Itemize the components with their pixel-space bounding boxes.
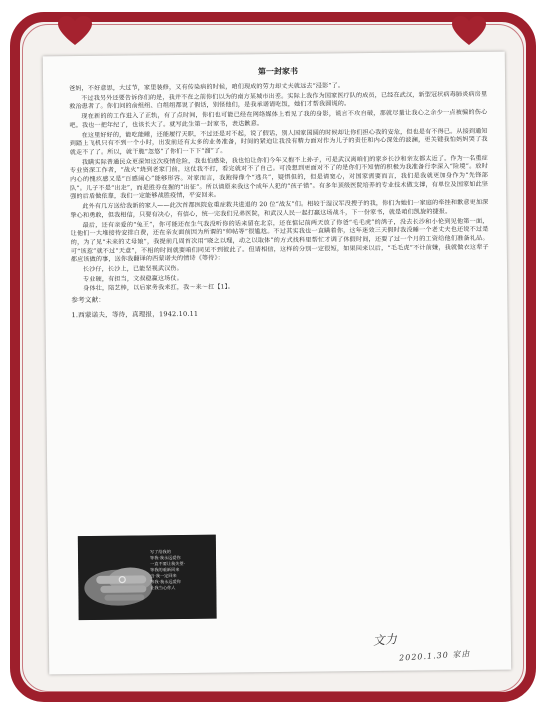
letter-paragraph: 爸妈，不好意思，大过节，家里装修，又有传染病的时候，咱们现成的劳力却丈夫就远去“浸影”了。	[69, 82, 345, 93]
letter-paragraph: 专业硬，有担当，文叔稳赢这场仗。	[83, 274, 184, 283]
letter-paragraph: 在这里好好的，能吃能睡，还能履行天职，不过还是对不起，说了假话，别人国家国圆的时候却让你们担心我的安危，但也是有不得已。从接到通知到踏上飞机只有不到一个小时，出发前还有太多的业务准备，时间的紧迫让我没有精力面对作为儿子的责任和内心深处的波澜，更关键我怕妈妈哭了我就走不了了。所以，就干脆“忽悠”了你们一下下“溜”了。	[69, 127, 488, 157]
handwritten-date: 2020.1.30 家由	[398, 649, 471, 663]
letter-paragraph: 我瞒实际普通民众更深知这次疫情危险，我也怕感染，我也怕让你们今年又抱不上孙子，可是武汉离咱们的家乡长沙和亲友都太近了。作为一名重症专业资深工作者，“战火”烧到老家门前，这仗我不打，看完就对不了自己。可没想到更面对不了的是你们不知情的积极为我准备行李深入“险境”。放时内心的愧疚感又是“百感闹心”能够形容。对家而言，我跑得像个“逃兵”，疑惧但的，但是请宽心，对国家需要而言，我们是我就更加身作为“先锋部队”。儿子不是“出走”，而是胜券在握的“出征”。所以请原来我这个成年人犯的“孩子错”。有多年顶级医院培养的专业技术做支撑，有单位及国家如此坚强的后盾做依靠，我们一定能够战胜疫情，平安回来。	[69, 154, 489, 201]
letter-title: 第一封家书	[257, 65, 298, 77]
letter-paragraph: 最后，还有亲爱的“兔王”，你可能还在生气我没听你的话来留在北京，还在惦记前两天放了你爸“毛毛虎”的鸽子，没去长沙和小伦到见他第一面，让他们一大堆接待安排白费，还在亲友面前因为所谓的“帅帖等”很尴尬。不过其实我也一直瞒着你，这年迷效三天假时我没睡一个老丈夫也还说不过是的，为了见“未来的丈母娘”，我提前几周首次用“晓之以理，动之以取体”的方式找科里帮忙才调了休假时间，还要了过一个月的工资给他们准备礼品。可“该惹”就不过“天意”，不相的时间就要咱们同见不到彼此了。但请相信，这样的分别一定很短，如果回来以后，“毛毛虎”不计前嫌，我就做衣这辈子都应该做的事，送你我翻译的西蒙诺夫的情诗《等待》：	[70, 217, 489, 264]
letter-paragraph: 不过我另外还要告诉你们的是，我并不在之前你们以为的南方某城市出差。实际上我作为国家医疗队的成员，已经在武汉，新型冠状病毒肺炎病房里救治患者了。你们问的俞组组、白组组都说了假话，别怪他们，是我承诺请吃饭，她们才帮我圆谎的。	[69, 90, 488, 111]
letter-paragraph: 长沙仔，长沙上，已能坚视武汉伤。	[82, 265, 183, 274]
letter-paper	[43, 52, 511, 675]
letter-paragraph: 此外有几方送给我新的家人——此次首都医院危重症救共进退的 20 位“战友”们。相较于湿汉军没搜子的我，你们为她们一家庭的牵挂和歉意更加深挚心和勇敢，但我相信，只要有决心，有信心，统一完我们兄弟医院，和武汉人民一起打赢这场战斗，下一份家书，就是咱们凯旋的捷报。	[70, 198, 489, 219]
heart-icon	[58, 16, 92, 46]
photo-hands-rings	[78, 535, 217, 620]
photo-caption: 写了给我的 等我·我永远爱你 一直不要让我失望· 等我的重新回来 当·我一定回来 等我·我永远爱你 让我当心你人	[149, 549, 185, 591]
reference-item: 1.西蒙诺夫，等待，真理报，1942.10.11	[71, 309, 199, 320]
letter-paragraphs	[69, 81, 489, 295]
heart-icon	[452, 16, 486, 46]
handwritten-signature: 文力	[372, 631, 398, 648]
letter-body	[69, 64, 490, 321]
letter-paragraph: 身体壮，陪艺棒，以后家务我来扛，我～来～扛【1】。	[83, 283, 235, 293]
reference-heading: 参考文献：	[71, 295, 106, 305]
letter-paragraph: 现在新的的工作进入了正轨，有了点时间，你们也可能已经在网络媒体上看见了我的身影，谎言不攻自破，那就尽量让我心之余少一点被骗的伤心吧。我也一把年纪了，也该长大了。就写此生第一封家书，表达歉意。	[69, 108, 488, 129]
